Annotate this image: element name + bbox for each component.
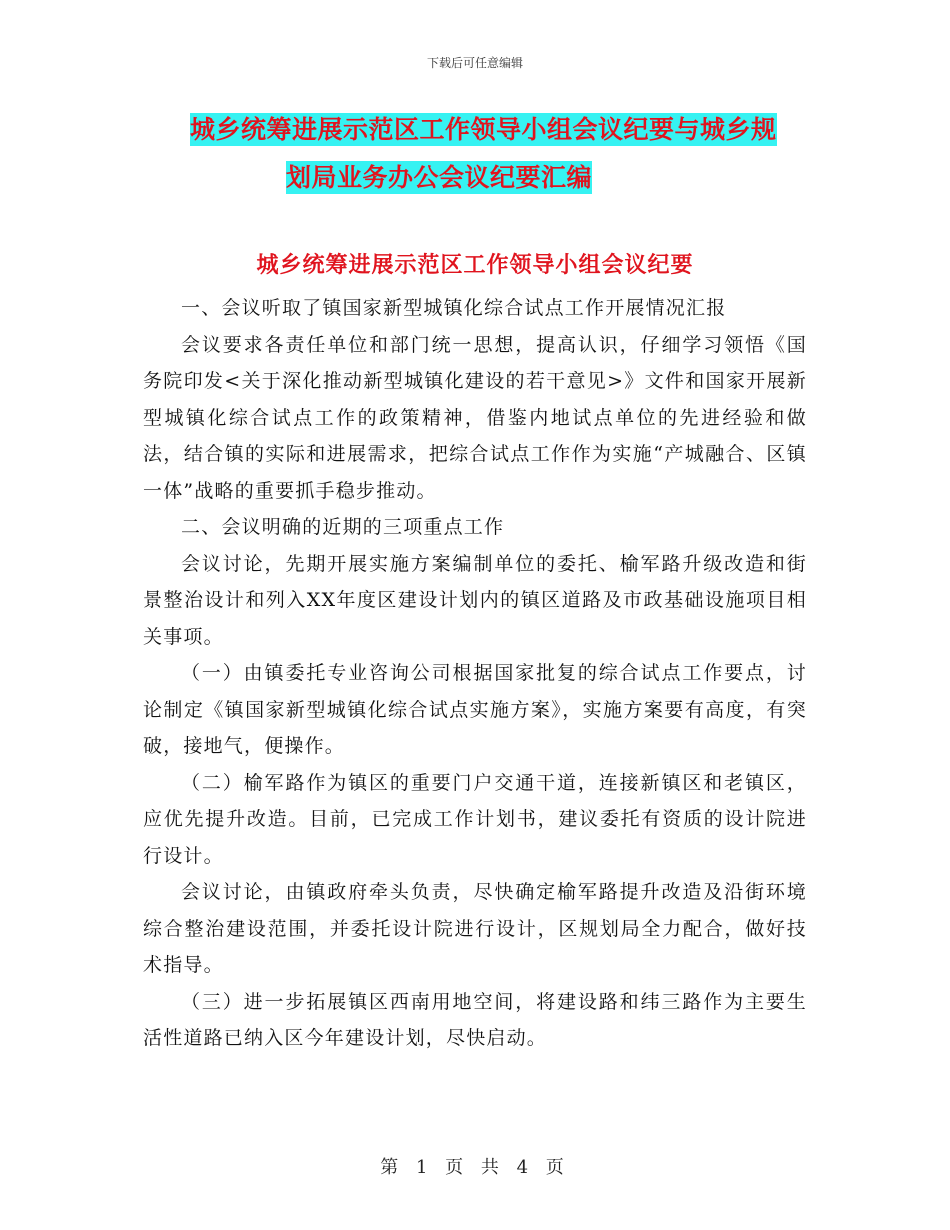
paragraph: 会议要求各责任单位和部门统一思想，提高认识，仔细学习领悟《国务院印发<关于深化推动新型城镇化建设的若干意见>》文件和国家开展新型城镇化综合试点工作的政策精神，借鉴内地试点单位的先进经验和做法，结合镇的实际和进展需求，把综合试点工作作为实施“产城融合、区镇一体”战略的重要抓手稳步推动。 bbox=[143, 333, 807, 502]
paragraph: 一、会议听取了镇国家新型城镇化综合试点工作开展情况汇报 bbox=[181, 297, 727, 319]
header-note: 下载后可任意编辑 bbox=[426, 56, 523, 70]
paragraph: （一）由镇委托专业咨询公司根据国家批复的综合试点工作要点，讨论制定《镇国家新型城镇化综合试点实施方案》，实施方案要有高度，有突破，接地气，便操作。 bbox=[143, 662, 807, 757]
paragraph: （二）榆军路作为镇区的重要门户交通干道，连接新镇区和老镇区，应优先提升改造。目前，已完成工作计划书，建议委托有资质的设计院进行设计。 bbox=[143, 771, 807, 867]
section-title: 城乡统筹进展示范区工作领导小组会议纪要 bbox=[256, 253, 694, 278]
title-line-1: 城乡统筹进展示范区工作领导小组会议纪要与城乡规 bbox=[190, 115, 777, 144]
paragraph: （三）进一步拓展镇区西南用地空间，将建设路和纬三路作为主要生活性道路已纳入区今年建设计划，尽快启动。 bbox=[143, 990, 807, 1049]
document-title bbox=[190, 106, 810, 202]
paragraph: 会议讨论，由镇政府牵头负责，尽快确定榆军路提升改造及沿街环境综合整治建设范围，并委托设计院进行设计，区规划局全力配合，做好技术指导。 bbox=[143, 881, 807, 976]
title-line-2: 划局业务办公会议纪要汇编 bbox=[286, 163, 593, 192]
paragraph: 会议讨论，先期开展实施方案编制单位的委托、榆军路升级改造和街景整治设计和列入XX年度区建设计划内的镇区道路及市政基础设施项目相关事项。 bbox=[143, 552, 807, 648]
page-number-footer: 第 1 页 共 4 页 bbox=[380, 1157, 570, 1178]
paragraph: 二、会议明确的近期的三项重点工作 bbox=[181, 516, 505, 538]
document-body bbox=[143, 290, 807, 1057]
